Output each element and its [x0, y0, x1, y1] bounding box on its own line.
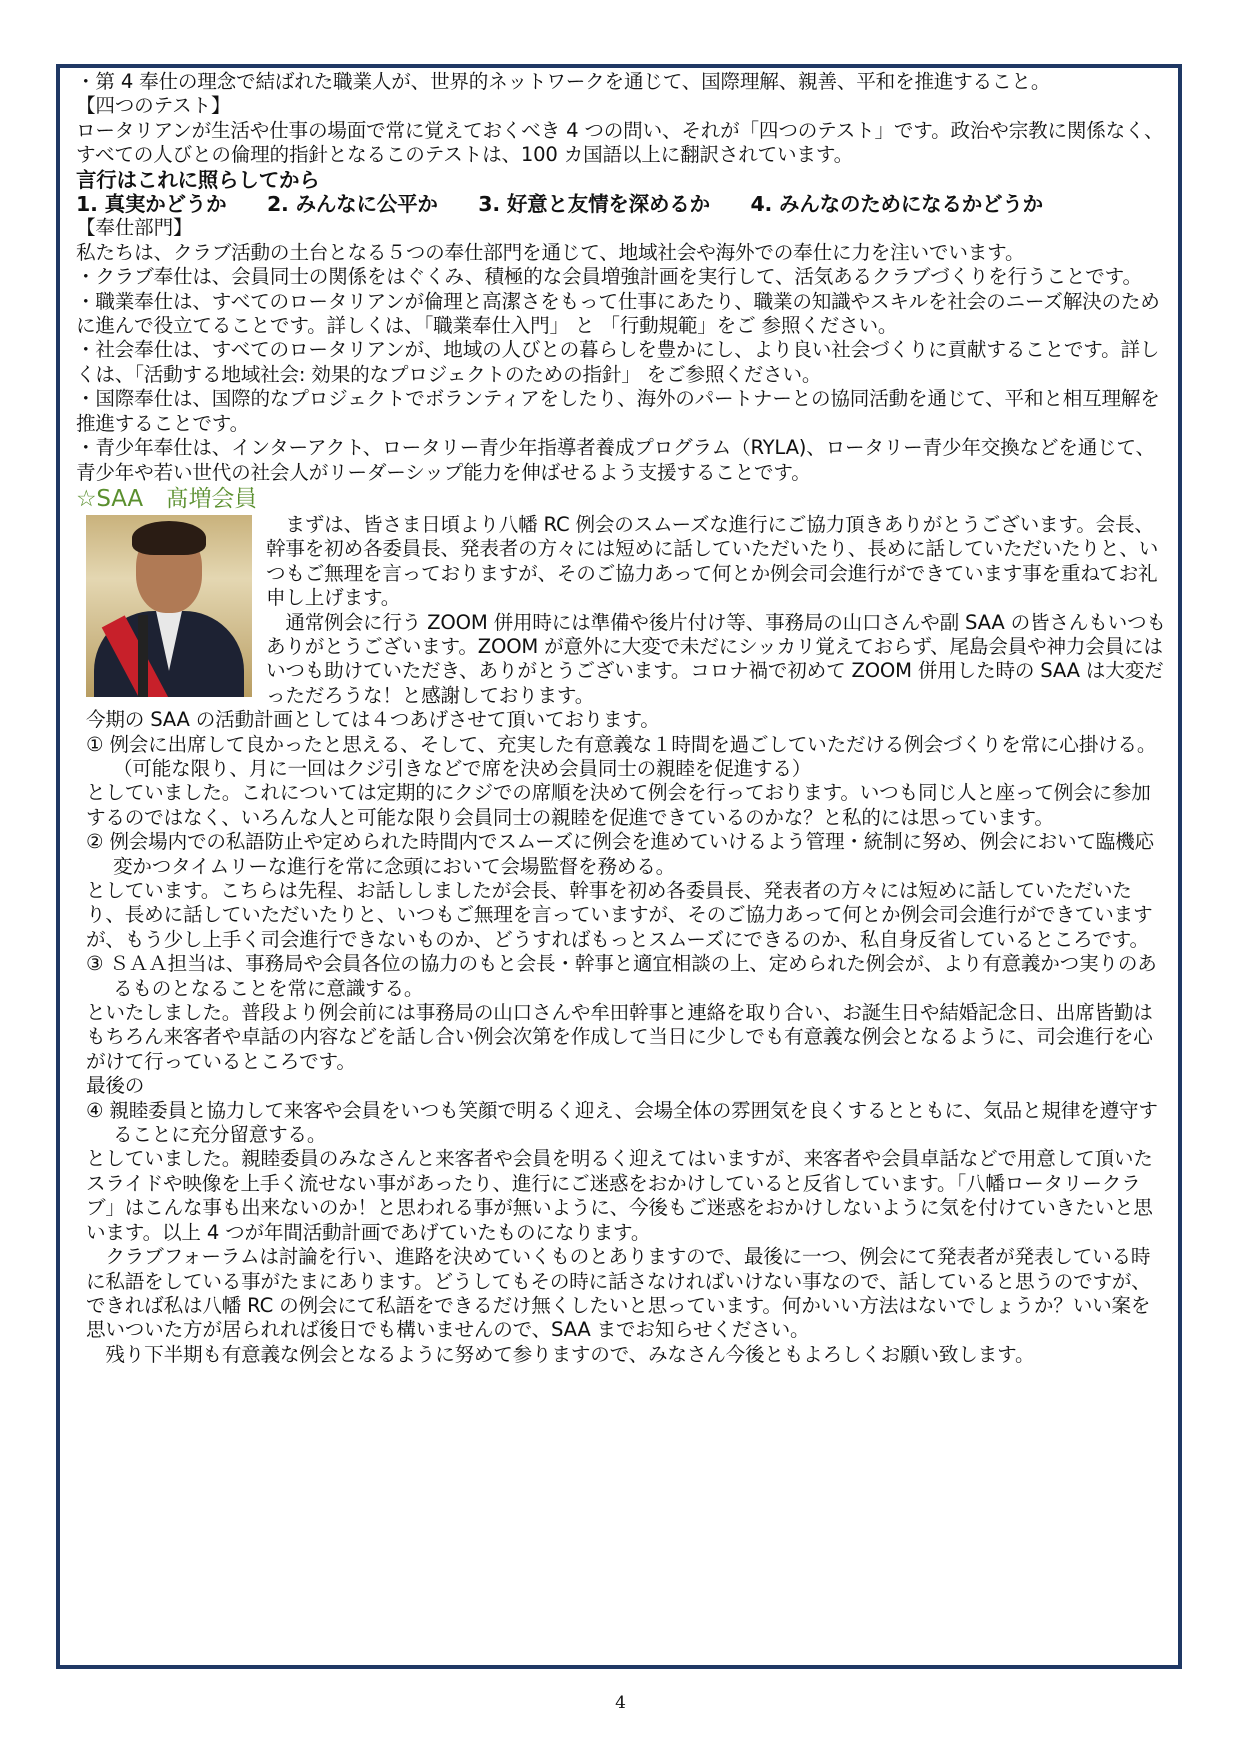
service-intro: 私たちは、クラブ活動の土台となる５つの奉仕部門を通じて、地域社会や海外での奉仕に力を注いでいます。 — [76, 240, 1025, 264]
saa-plan-intro: 今期の SAA の活動計画としては４つあげさせて頂いております。 — [86, 708, 660, 732]
plan-item-4: ④ 親睦委員と協力して来客や会員をいつも笑顔で明るく迎え、会場全体の雰囲気を良くするとともに、気品と規律を遵守することに充分留意する。 — [86, 1098, 1158, 1147]
plan-last-label: 最後の — [86, 1074, 145, 1098]
saa-paragraph-2: 通常例会に行う ZOOM 併用時には準備や後片付け等、事務局の山口さんや副 SAA の皆さんもいつもありがとうございます。ZOOM が意外に大変で未だにシッカリ覚えておらず、尾島会員や神力会員にはいつも助けていただき、ありがとうございます。コロナ禍で初めて ZOOM 併用した時の SAA は大変だっただろうな！と感謝しております。 — [266, 610, 1166, 707]
four-way-test-lead: 言行はこれに照らしてから — [76, 167, 320, 192]
international-service: ・国際奉仕は、国際的なプロジェクトでボランティアをしたり、海外のパートナーとの協同活動を通じて、平和と相互理解を推進することです。 — [76, 387, 1160, 435]
plan-reflection-4: としていました。親睦委員のみなさんと来客者や会員を明るく迎えてはいますが、来客者や会員卓話などで用意して頂いたスライドや映像を上手く流せない事があったり、進行にご迷惑をおかけしていると反省しています。「八幡ロータリークラブ」はこんな事も出来ないのか！と思われる事が無いように、今後もご迷惑をおかけしないように気を付けていきたいと思います。以上 4 つが年間活動計画であげていたものになります。 — [86, 1147, 1153, 1244]
plan-reflection-3: といたしました。普段より例会前には事務局の山口さんや牟田幹事と連絡を取り合い、お誕生日や結婚記念日、出席皆勤はもちろん来客者や卓話の内容などを話し合い例会次第を作成して当日に少しでも有意義な例会となるように、司会進行を心がけて行っているところです。 — [86, 1001, 1153, 1073]
article-body — [76, 70, 1168, 1367]
four-way-test-text: ロータリアンが生活や仕事の場面で常に覚えておくべき 4 つの問い、それが「四つのテスト」です。政治や宗教に関係なく、すべての人びとの倫理的指針となるこのテストは、100 カ国語以上に翻訳されています。 — [76, 118, 1164, 167]
saa-paragraph-1: まずは、皆さま日頃より八幡 RC 例会のスムーズな進行にご協力頂きありがとうございます。会長、幹事を初め各委員長、発表者の方々には短めに話していただいたり、長めに話していただいたりと、いつもご無理を言っておりますが、そのご協力あって何とか例会司会進行ができています事を重ねてお礼申し上げます。 — [266, 512, 1159, 610]
page-number: 4 — [615, 1693, 626, 1713]
plan-reflection-2: としています。こちらは先程、お話ししましたが会長、幹事を初め各委員長、発表者の方々には短めに話していただいたり、長めに話していただいたりと、いつもご無理を言っていますが、そのご協力あって何とか例会司会進行ができていますが、もう少し上手く司会進行できないものか、どうすればもっとスムーズにできるのか、私自身反省しているところです。 — [86, 879, 1153, 951]
plan-item-1: ① 例会に出席して良かったと思える、そして、充実した有意義な１時間を過ごしていただける例会づくりを常に心掛ける。（可能な限り、月に一回はクジ引きなどで席を決め会員同士の親睦を促進する） — [86, 732, 1157, 780]
saa-heading: ☆SAA 髙増会員 — [76, 485, 257, 512]
community-service: ・社会奉仕は、すべてのロータリアンが、地域の人びとの暮らしを豊かにし、より良い社会づくりに貢献することです。詳しくは、「活動する地域社会: 効果的なプロジェクトのための指針」 をご参照ください。 — [76, 338, 1160, 386]
club-forum-paragraph: クラブフォーラムは討論を行い、進路を決めていくものとありますので、最後に一つ、例会にて発表者が発表している時に私語をしている事がたまにあります。どうしてもその時に話さなければいけない事なので、話していると思うのですが、できれば私は八幡 RC の例会にて私語をできるだけ無くしたいと思っています。何かいい方法はないでしょうか？いい案を思いついた方が居られれば後日でも構いませんので、SAA までお知らせください。 — [86, 1245, 1151, 1342]
youth-service: ・青少年奉仕は、インターアクト、ロータリー青少年指導者養成プログラム（RYLA)、ロータリー青少年交換などを通じて、青少年や若い世代の社会人がリーダーシップ能力を伸ばせるよう支援することです。 — [76, 436, 1155, 484]
principle-line: ・第 4 奉仕の理念で結ばれた職業人が、世界的ネットワークを通じて、国際理解、親善、平和を推進すること。 — [76, 70, 1051, 93]
service-heading: 【奉仕部門】 — [76, 216, 193, 240]
four-way-test-heading: 【四つのテスト】 — [76, 94, 231, 118]
closing-paragraph: 残り下半期も有意義な例会となるように努めて参りますので、みなさん今後ともよろしくお願い致します。 — [86, 1342, 1035, 1366]
plan-reflection-1: としていました。これについては定期的にクジでの席順を決めて例会を行っております。いつも同じ人と座って例会に参加するのではなく、いろんな人と可能な限り会員同士の親睦を促進できているのかな？と私的には思っています。 — [86, 781, 1151, 829]
member-photo — [86, 515, 252, 697]
plan-item-3: ③ ＳＡＡ担当は、事務局や会員各位の協力のもと会長・幹事と適宜相談の上、定められた例会が、より有意義かつ実りのあるものとなることを常に意識する。 — [86, 952, 1157, 1000]
club-service: ・クラブ奉仕は、会員同士の関係をはぐくみ、積極的な会員増強計画を実行して、活気あるクラブづくりを行うことです。 — [76, 265, 1142, 289]
four-way-test-list: 1. 真実かどうか 2. みんなに公平か 3. 好意と友情を深めるか 4. みんなのためになるかどうか — [76, 192, 1043, 217]
vocational-service: ・職業奉仕は、すべてのロータリアンが倫理と高潔さをもって仕事にあたり、職業の知識やスキルを社会のニーズ解決のために進んで役立てることです。詳しくは、「職業奉仕入門」 と 「行動規範」をご 参照ください。 — [76, 289, 1160, 338]
plan-item-2: ② 例会場内での私語防止や定められた時間内でスムーズに例会を進めていけるよう管理・統制に努め、例会において臨機応変かつタイムリーな進行を常に念頭において会場監督を務める。 — [86, 830, 1154, 878]
